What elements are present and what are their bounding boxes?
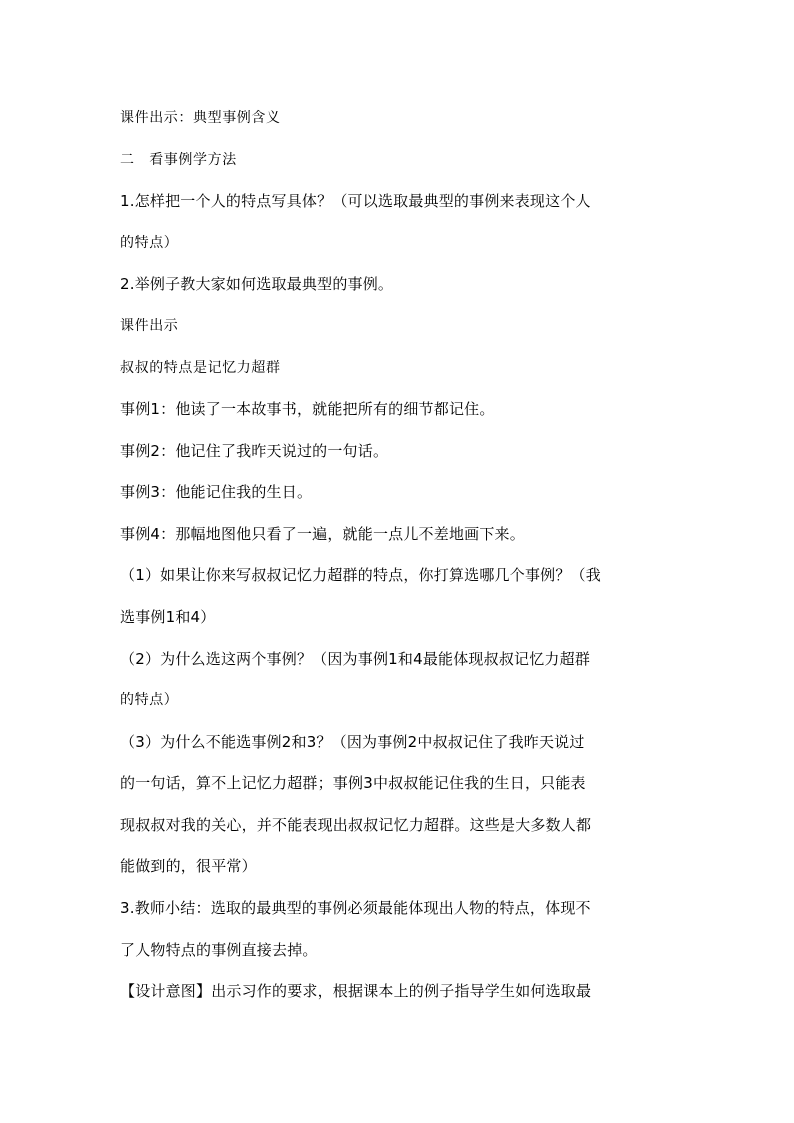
sub-question-1-line-1: （1）如果让你来写叔叔记忆力超群的特点，你打算选哪几个事例？（我	[120, 566, 601, 584]
question-1-line-1: 1.怎样把一个人的特点写具体？（可以选取最典型的事例来表现这个人	[120, 192, 591, 210]
design-intent: 【设计意图】出示习作的要求，根据课本上的例子指导学生如何选取最	[120, 982, 592, 1000]
teacher-summary-line-1: 3.教师小结：选取的最典型的事例必须最能体现出人物的特点，体现不	[120, 899, 591, 917]
sub-question-3-line-2: 的一句话，算不上记忆力超群；事例3中叔叔能记住我的生日，只能表	[120, 774, 586, 792]
courseware-heading: 课件出示：典型事例含义	[120, 110, 281, 126]
question-2: 2.举例子教大家如何选取最典型的事例。	[120, 275, 394, 293]
sub-question-2-line-2: 的特点）	[120, 692, 179, 708]
section-heading: 二 看事例学方法	[120, 152, 237, 168]
sub-question-2-line-1: （2）为什么选这两个事例？（因为事例1和4最能体现叔叔记忆力超群	[120, 650, 591, 668]
example-2: 事例2：他记住了我昨天说过的一句话。	[120, 442, 389, 460]
sub-question-3-line-1: （3）为什么不能选事例2和3？（因为事例2中叔叔记住了我昨天说过	[120, 733, 585, 751]
uncle-trait: 叔叔的特点是记忆力超群	[120, 360, 281, 376]
example-4: 事例4：那幅地图他只看了一遍，就能一点儿不差地画下来。	[120, 525, 525, 543]
question-1-line-2: 的特点）	[120, 235, 179, 251]
sub-question-3-line-3: 现叔叔对我的关心，并不能表现出叔叔记忆力超群。这些是大多数人都	[120, 816, 592, 834]
sub-question-3-line-4: 能做到的，很平常）	[120, 857, 257, 875]
teacher-summary-line-2: 了人物特点的事例直接去掉。	[120, 941, 318, 959]
courseware-label: 课件出示	[120, 318, 179, 334]
sub-question-1-line-2: 选事例1和4）	[120, 608, 216, 626]
example-3: 事例3：他能记住我的生日。	[120, 483, 313, 501]
example-1: 事例1：他读了一本故事书，就能把所有的细节都记住。	[120, 400, 495, 418]
